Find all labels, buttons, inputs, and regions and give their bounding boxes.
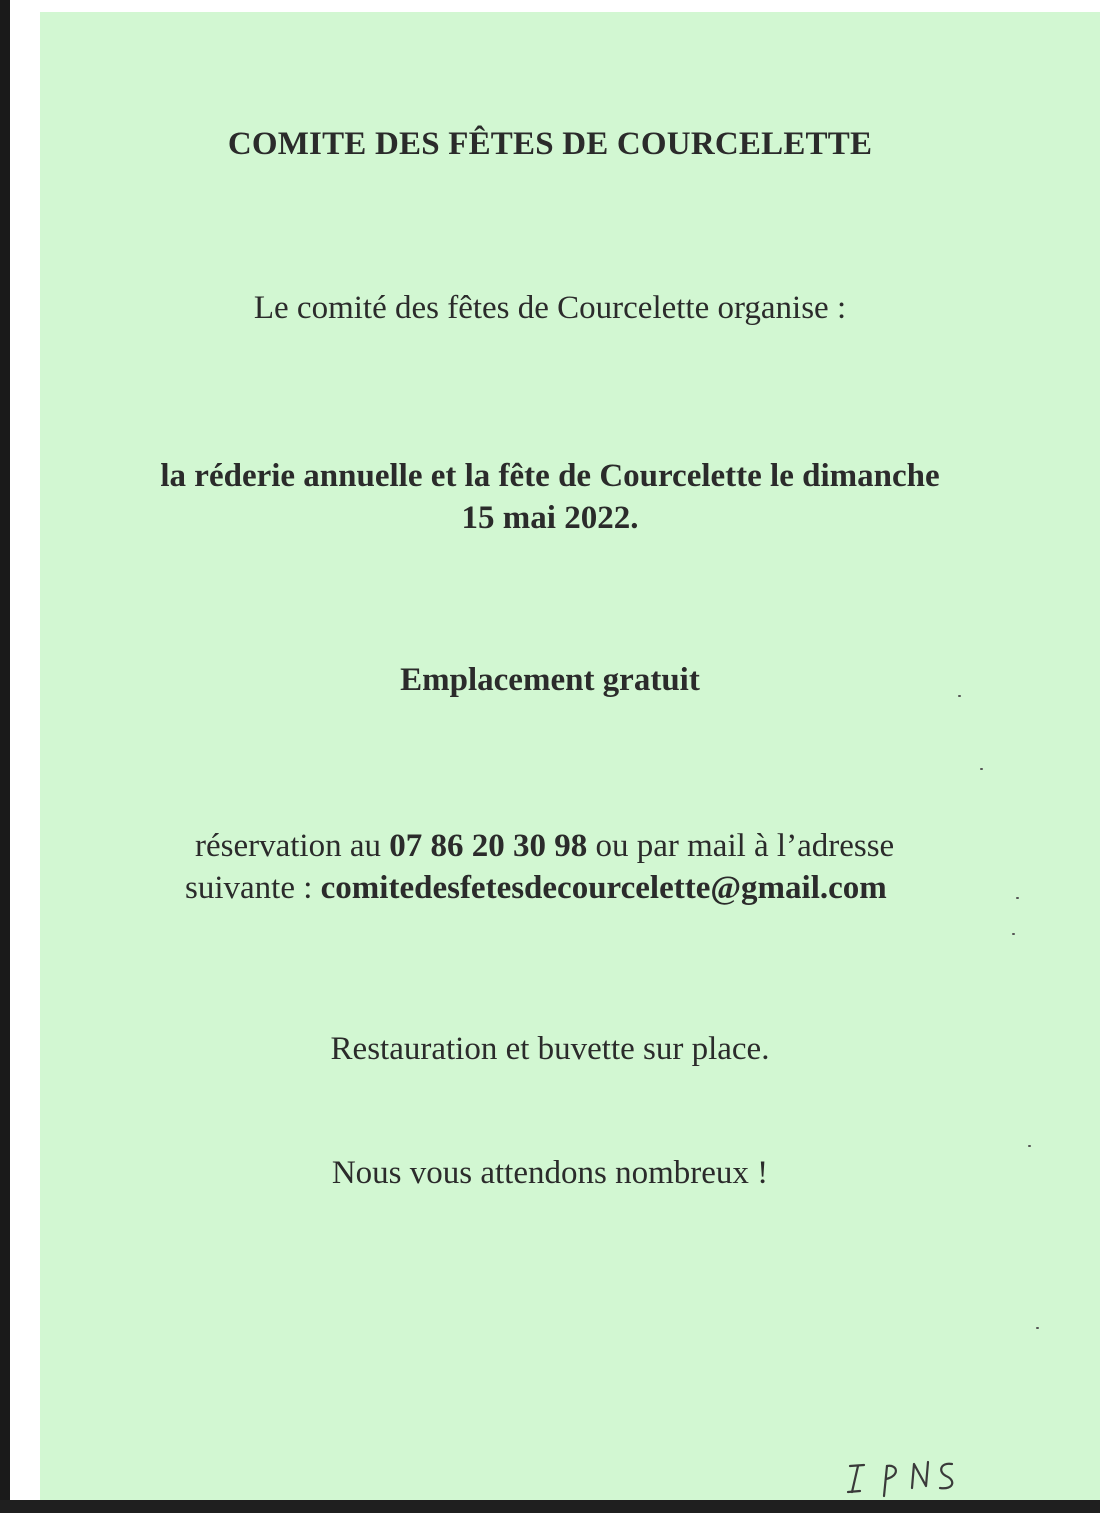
email-address: comitedesfetesdecourcelette@gmail.com <box>320 870 887 906</box>
reservation-line2-prefix: suivante : <box>185 870 321 906</box>
scan-border-left <box>0 0 10 1513</box>
scan-speck <box>1036 1327 1039 1329</box>
phone-number: 07 86 20 30 98 <box>389 828 588 864</box>
scan-speck <box>980 768 983 770</box>
event-date-line: 15 mai 2022. <box>461 500 639 536</box>
reservation-line-2 <box>185 867 965 909</box>
document-title: COMITE DES FÊTES DE COURCELETTE <box>227 126 873 162</box>
reservation-line-1 <box>185 825 965 867</box>
reservation-info <box>185 825 965 909</box>
scan-speck <box>1016 897 1019 899</box>
catering-text: Restauration et buvette sur place. <box>330 1031 770 1067</box>
handwritten-ipns-mark <box>840 1452 980 1502</box>
closing-text: Nous vous attendons nombreux ! <box>331 1155 769 1191</box>
reservation-middle: ou par mail à l’adresse <box>587 828 895 864</box>
intro-text: Le comité des fêtes de Courcelette organise : <box>253 290 847 326</box>
scan-speck <box>1012 933 1015 935</box>
scan-speck <box>1028 1145 1031 1147</box>
free-spot-text: Emplacement gratuit <box>400 662 700 698</box>
reservation-prefix: réservation au <box>195 828 390 864</box>
green-paper-sheet <box>40 12 1100 1500</box>
event-announcement <box>0 455 1100 539</box>
event-line-1: la réderie annuelle et la fête de Courcelette le dimanche <box>160 458 940 494</box>
scan-speck <box>958 695 961 697</box>
